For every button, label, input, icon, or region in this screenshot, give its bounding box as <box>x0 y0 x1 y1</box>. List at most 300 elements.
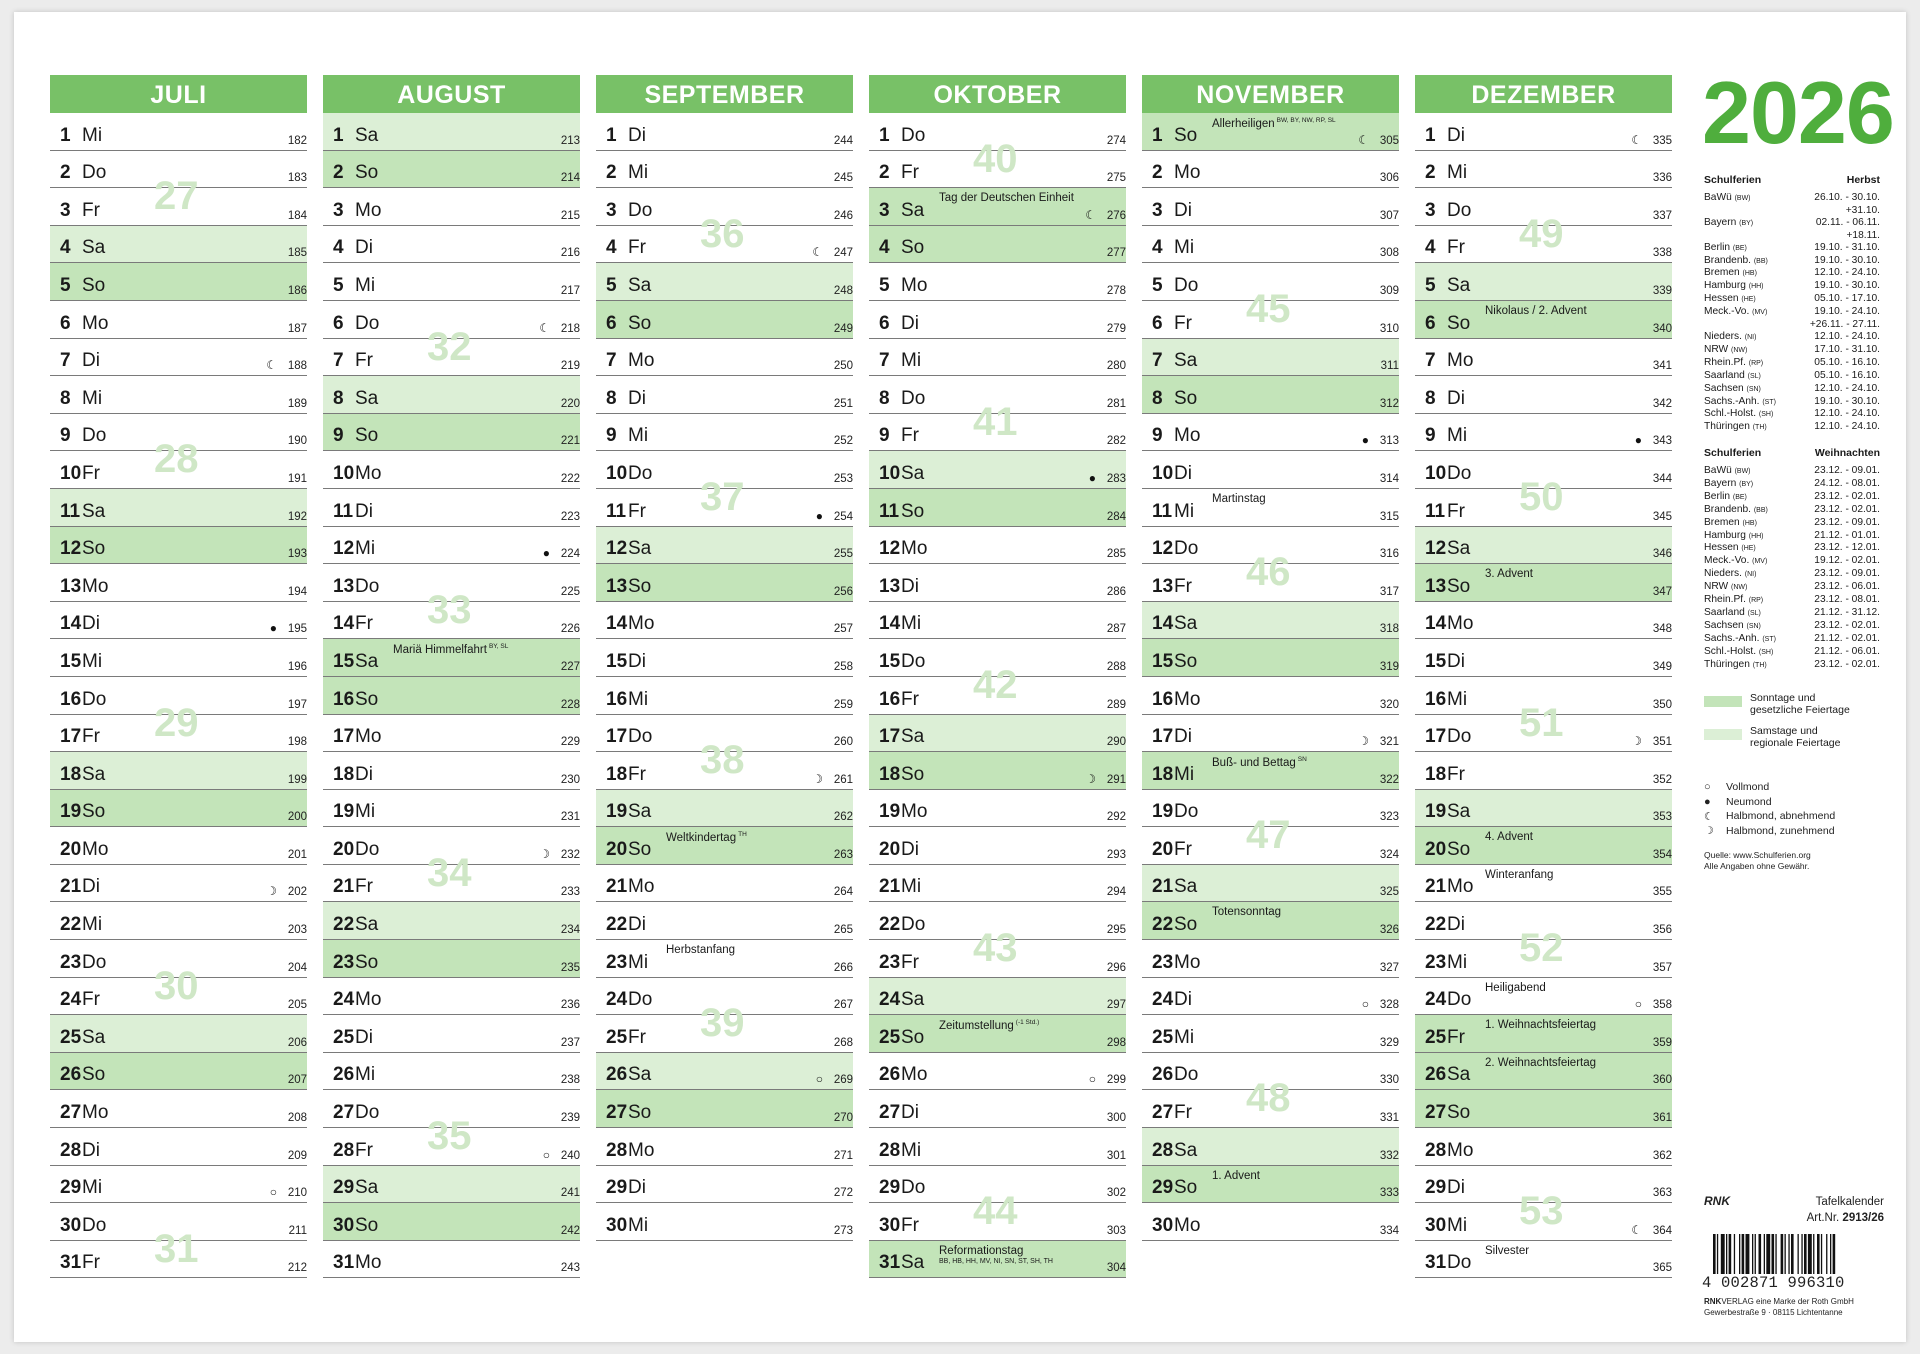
weekday: So <box>82 801 106 823</box>
week-number: 43 <box>973 926 1018 971</box>
weekday: So <box>901 500 925 522</box>
day-number: 28 <box>1425 1139 1447 1161</box>
day-row <box>323 564 580 602</box>
weekday: Fr <box>1174 575 1192 597</box>
holiday-label: Herbstanfang <box>666 944 736 957</box>
day-number: 16 <box>60 688 82 710</box>
weekday: Do <box>355 575 380 597</box>
day-of-year: 310 <box>1379 322 1399 335</box>
day-row <box>50 677 307 715</box>
weekday: Mo <box>82 312 109 334</box>
day-row <box>869 1128 1126 1166</box>
day-of-year: 223 <box>560 510 580 523</box>
school-holiday-row: +31.10. <box>1845 204 1880 216</box>
weekday: Mi <box>628 688 649 710</box>
day-of-year: 252 <box>833 435 853 448</box>
day-of-year: 365 <box>1652 1262 1672 1275</box>
product-info <box>1774 1194 1884 1226</box>
school-holiday-row: Rhein.Pf. (RP) 05.10. - 16.10. <box>1704 356 1880 368</box>
week-number: 27 <box>154 174 199 219</box>
day-row <box>1142 376 1399 414</box>
day-of-year: 234 <box>560 924 580 937</box>
day-of-year: 286 <box>1106 585 1126 598</box>
week-number: 29 <box>154 700 199 745</box>
day-row <box>869 865 1126 903</box>
day-number: 15 <box>879 650 901 672</box>
day-of-year: 270 <box>833 1112 853 1125</box>
day-number: 25 <box>606 1026 628 1048</box>
day-row <box>50 1128 307 1166</box>
week-number: 47 <box>1246 813 1291 858</box>
day-row <box>869 1053 1126 1091</box>
day-row <box>1415 602 1672 640</box>
school-holiday-row: Hamburg (HH) 19.10. - 30.10. <box>1704 280 1880 292</box>
school-holiday-row: Sachs.-Anh. (ST) 21.12. - 02.01. <box>1704 632 1880 644</box>
waning-moon-icon: ☾ <box>266 358 277 373</box>
day-number: 29 <box>1425 1177 1447 1199</box>
day-of-year: 196 <box>287 660 307 673</box>
day-of-year: 250 <box>833 360 853 373</box>
day-of-year: 299 <box>1106 1074 1126 1087</box>
day-number: 14 <box>1152 613 1174 635</box>
day-of-year: 184 <box>287 209 307 222</box>
weekday: Sa <box>901 462 925 484</box>
day-number: 4 <box>60 237 71 259</box>
school-holiday-row: BaWü (BW) 26.10. - 30.10. <box>1704 192 1880 203</box>
weekday: Mi <box>82 914 103 936</box>
day-number: 2 <box>1425 162 1436 184</box>
month-header: AUGUST <box>323 75 580 113</box>
waning-moon-icon: ☾ <box>1704 810 1714 823</box>
weekday: Do <box>1447 462 1472 484</box>
weekday: Do <box>355 312 380 334</box>
school-holiday-row: +18.11. <box>1846 229 1880 241</box>
day-of-year: 321 <box>1379 736 1399 749</box>
day-row <box>50 940 307 978</box>
day-row <box>1142 451 1399 489</box>
waning-moon-icon: ☾ <box>1631 132 1642 147</box>
school-holiday-row: Brandenb. (BB) 23.12. - 02.01. <box>1704 503 1880 515</box>
weekday: Do <box>1174 801 1199 823</box>
weekday: Mi <box>82 1177 103 1199</box>
day-of-year: 193 <box>287 548 307 561</box>
day-row <box>596 715 853 753</box>
day-row <box>596 602 853 640</box>
year-title: 2026 <box>1702 63 1894 162</box>
day-number: 19 <box>1425 801 1447 823</box>
weekday: Mi <box>1447 1214 1468 1236</box>
day-number: 24 <box>606 989 628 1011</box>
weekday: Sa <box>355 124 379 146</box>
day-row <box>1142 639 1399 677</box>
day-row <box>1142 151 1399 189</box>
weekday: Mo <box>628 350 655 372</box>
day-row <box>50 790 307 828</box>
day-of-year: 347 <box>1652 585 1672 598</box>
moon-legend-waning: Halbmond, abnehmend <box>1726 810 1836 823</box>
day-row <box>50 1203 307 1241</box>
day-number: 6 <box>60 312 71 334</box>
weekday: Do <box>901 124 926 146</box>
day-of-year: 364 <box>1652 1224 1672 1237</box>
day-of-year: 325 <box>1379 886 1399 899</box>
day-of-year: 263 <box>833 848 853 861</box>
day-number: 26 <box>1425 1064 1447 1086</box>
day-number: 3 <box>879 199 890 221</box>
week-number: 51 <box>1519 700 1564 745</box>
day-number: 30 <box>1152 1214 1174 1236</box>
day-number: 12 <box>606 538 628 560</box>
day-row <box>1415 188 1672 226</box>
day-of-year: 273 <box>833 1224 853 1237</box>
day-row <box>1415 902 1672 940</box>
weekday: Mi <box>628 425 649 447</box>
weekday: Fr <box>82 199 100 221</box>
weekday: So <box>82 538 106 560</box>
weekday: Mo <box>1174 688 1201 710</box>
day-row <box>596 940 853 978</box>
day-of-year: 185 <box>287 247 307 260</box>
day-row <box>869 1015 1126 1053</box>
weekday: So <box>1447 312 1471 334</box>
day-of-year: 218 <box>560 322 580 335</box>
day-of-year: 246 <box>833 209 853 222</box>
weekday: Di <box>901 575 919 597</box>
day-of-year: 232 <box>560 848 580 861</box>
weekday: Fr <box>82 462 100 484</box>
weekday: Fr <box>628 1026 646 1048</box>
day-number: 7 <box>1425 350 1436 372</box>
day-of-year: 329 <box>1379 1036 1399 1049</box>
day-of-year: 194 <box>287 585 307 598</box>
day-row <box>869 527 1126 565</box>
day-number: 23 <box>606 951 628 973</box>
week-number: 28 <box>154 437 199 482</box>
legend-sunday-label: Sonntage und gesetzliche Feiertage <box>1750 692 1850 716</box>
weekday: Di <box>1447 124 1465 146</box>
day-row <box>1142 602 1399 640</box>
weekday: Do <box>901 914 926 936</box>
day-number: 9 <box>1152 425 1163 447</box>
day-of-year: 280 <box>1106 360 1126 373</box>
weekday: Fr <box>1447 500 1465 522</box>
weekday: Di <box>628 650 646 672</box>
day-row <box>596 376 853 414</box>
day-of-year: 301 <box>1106 1149 1126 1162</box>
weekday: Mi <box>628 162 649 184</box>
day-row <box>1142 752 1399 790</box>
week-number: 34 <box>427 850 472 895</box>
day-of-year: 229 <box>560 736 580 749</box>
day-number: 22 <box>1152 914 1174 936</box>
weekday: Mi <box>1447 425 1468 447</box>
new-moon-icon: ● <box>1704 795 1711 808</box>
weekday: Mi <box>82 650 103 672</box>
day-number: 7 <box>333 350 344 372</box>
day-row <box>869 564 1126 602</box>
day-of-year: 288 <box>1106 660 1126 673</box>
weekday: So <box>901 763 925 785</box>
day-row <box>1142 489 1399 527</box>
day-row <box>1415 151 1672 189</box>
day-number: 5 <box>1425 274 1436 296</box>
day-row <box>596 564 853 602</box>
day-of-year: 192 <box>287 510 307 523</box>
weekday: Di <box>82 1139 100 1161</box>
week-number: 39 <box>700 1001 745 1046</box>
day-row <box>596 865 853 903</box>
day-row <box>596 978 853 1016</box>
day-of-year: 336 <box>1652 172 1672 185</box>
day-of-year: 264 <box>833 886 853 899</box>
day-of-year: 315 <box>1379 510 1399 523</box>
day-row <box>1415 1241 1672 1279</box>
month-november <box>1142 75 1399 1241</box>
day-row <box>869 1241 1126 1279</box>
day-of-year: 361 <box>1652 1112 1672 1125</box>
school-holidays-subtitle: Weihnachten <box>1814 447 1880 459</box>
school-holiday-row: Sachsen (SN) 12.10. - 24.10. <box>1704 382 1880 394</box>
weekday: Di <box>1447 650 1465 672</box>
weekday: Mi <box>628 1214 649 1236</box>
weekday: Sa <box>1174 350 1198 372</box>
day-number: 24 <box>333 989 355 1011</box>
day-of-year: 191 <box>287 472 307 485</box>
weekday: Mo <box>628 1139 655 1161</box>
waxing-moon-icon: ☽ <box>1704 825 1714 838</box>
day-row <box>323 376 580 414</box>
holiday-label: Martinstag <box>1212 492 1266 505</box>
day-number: 12 <box>1425 538 1447 560</box>
week-number: 30 <box>154 963 199 1008</box>
day-of-year: 254 <box>833 510 853 523</box>
weekday: So <box>1174 914 1198 936</box>
day-number: 20 <box>60 838 82 860</box>
day-row <box>596 827 853 865</box>
weekday: So <box>1174 650 1198 672</box>
day-number: 2 <box>879 162 890 184</box>
moon-legend <box>1704 780 1835 838</box>
day-number: 21 <box>606 876 628 898</box>
day-of-year: 257 <box>833 623 853 636</box>
day-of-year: 277 <box>1106 247 1126 260</box>
day-row <box>50 865 307 903</box>
day-number: 26 <box>879 1064 901 1086</box>
school-holiday-row: Meck.-Vo. (MV) 19.12. - 02.01. <box>1704 555 1880 567</box>
day-of-year: 203 <box>287 924 307 937</box>
day-row <box>869 1090 1126 1128</box>
day-number: 18 <box>606 763 628 785</box>
weekday: So <box>628 312 652 334</box>
weekday: Mo <box>355 199 382 221</box>
day-of-year: 239 <box>560 1112 580 1125</box>
weekday: Mo <box>1447 613 1474 635</box>
weekday: Do <box>628 726 653 748</box>
day-row <box>1415 1053 1672 1091</box>
day-number: 29 <box>879 1177 901 1199</box>
day-number: 14 <box>333 613 355 635</box>
weekday: Sa <box>82 500 106 522</box>
day-row <box>50 1090 307 1128</box>
day-of-year: 226 <box>560 623 580 636</box>
day-number: 19 <box>1152 801 1174 823</box>
day-row <box>1142 902 1399 940</box>
holiday-label: 2. Weihnachtsfeiertag <box>1485 1056 1597 1069</box>
day-number: 13 <box>879 575 901 597</box>
weekday: Di <box>628 914 646 936</box>
weekday: Mi <box>628 951 649 973</box>
day-row <box>50 639 307 677</box>
day-of-year: 362 <box>1652 1149 1672 1162</box>
day-of-year: 326 <box>1379 924 1399 937</box>
day-number: 18 <box>879 763 901 785</box>
weekday: Sa <box>355 914 379 936</box>
day-of-year: 267 <box>833 999 853 1012</box>
day-row <box>50 564 307 602</box>
day-row <box>323 1053 580 1091</box>
day-row <box>596 414 853 452</box>
school-holiday-row: Schl.-Holst. (SH) 12.10. - 24.10. <box>1704 408 1880 420</box>
day-number: 6 <box>333 312 344 334</box>
day-number: 8 <box>606 387 617 409</box>
day-number: 5 <box>606 274 617 296</box>
day-row <box>869 489 1126 527</box>
day-number: 30 <box>1425 1214 1447 1236</box>
holiday-label: Winteranfang <box>1485 868 1554 881</box>
day-row <box>869 188 1126 226</box>
weekday: Di <box>1447 1177 1465 1199</box>
day-number: 13 <box>60 575 82 597</box>
day-row <box>1415 1128 1672 1166</box>
day-number: 10 <box>879 462 901 484</box>
day-number: 18 <box>333 763 355 785</box>
day-of-year: 349 <box>1652 660 1672 673</box>
weekday: Di <box>1447 914 1465 936</box>
day-number: 5 <box>879 274 890 296</box>
weekday: Sa <box>628 274 652 296</box>
month-september <box>596 75 853 1241</box>
month-dezember <box>1415 75 1672 1278</box>
day-number: 27 <box>333 1102 355 1124</box>
day-row <box>1142 188 1399 226</box>
day-number: 7 <box>60 350 71 372</box>
school-holidays-title: Schulferien <box>1704 447 1762 459</box>
school-holidays-autumn <box>1704 174 1880 434</box>
day-number: 14 <box>60 613 82 635</box>
day-row <box>596 1203 853 1241</box>
weekday: Mo <box>901 274 928 296</box>
weekday: So <box>1447 1102 1471 1124</box>
weekday: Do <box>355 838 380 860</box>
day-of-year: 356 <box>1652 924 1672 937</box>
day-of-year: 201 <box>287 848 307 861</box>
week-number: 45 <box>1246 286 1291 331</box>
full-moon-icon: ○ <box>815 1072 823 1087</box>
day-row <box>323 1090 580 1128</box>
month-header: OKTOBER <box>869 75 1126 113</box>
day-of-year: 350 <box>1652 698 1672 711</box>
day-number: 20 <box>879 838 901 860</box>
day-of-year: 208 <box>287 1112 307 1125</box>
day-of-year: 353 <box>1652 811 1672 824</box>
day-number: 10 <box>1152 462 1174 484</box>
day-row <box>596 639 853 677</box>
weekday: Fr <box>628 500 646 522</box>
day-number: 27 <box>1152 1102 1174 1124</box>
calendar-sheet <box>14 12 1906 1342</box>
article-number: Art.Nr. 2913/26 <box>1806 1212 1884 1224</box>
day-number: 5 <box>1152 274 1163 296</box>
day-number: 19 <box>333 801 355 823</box>
day-of-year: 346 <box>1652 548 1672 561</box>
day-number: 27 <box>60 1102 82 1124</box>
day-number: 11 <box>1152 500 1173 522</box>
weekday: Sa <box>355 650 379 672</box>
day-number: 10 <box>1425 462 1447 484</box>
day-of-year: 221 <box>560 435 580 448</box>
day-of-year: 272 <box>833 1187 853 1200</box>
day-of-year: 345 <box>1652 510 1672 523</box>
day-of-year: 276 <box>1106 209 1126 222</box>
day-row <box>323 301 580 339</box>
weekday: Mo <box>1447 1139 1474 1161</box>
day-of-year: 247 <box>833 247 853 260</box>
day-number: 23 <box>333 951 355 973</box>
month-oktober <box>869 75 1126 1278</box>
week-number: 48 <box>1246 1076 1291 1121</box>
full-moon-icon: ○ <box>1361 997 1369 1012</box>
day-of-year: 235 <box>560 961 580 974</box>
day-number: 17 <box>60 726 82 748</box>
day-number: 6 <box>1152 312 1163 334</box>
day-number: 4 <box>606 237 617 259</box>
day-of-year: 355 <box>1652 886 1672 899</box>
day-number: 6 <box>879 312 890 334</box>
day-of-year: 320 <box>1379 698 1399 711</box>
day-number: 9 <box>333 425 344 447</box>
day-number: 17 <box>1152 726 1174 748</box>
day-row <box>1142 1128 1399 1166</box>
day-of-year: 323 <box>1379 811 1399 824</box>
day-of-year: 189 <box>287 397 307 410</box>
day-of-year: 324 <box>1379 848 1399 861</box>
day-number: 11 <box>333 500 354 522</box>
day-row <box>323 188 580 226</box>
day-row <box>50 113 307 151</box>
brand-logo: RNK <box>1704 1194 1730 1208</box>
month-header: NOVEMBER <box>1142 75 1399 113</box>
day-of-year: 303 <box>1106 1224 1126 1237</box>
weekday: Mo <box>901 1064 928 1086</box>
weekday: Fr <box>901 951 919 973</box>
day-number: 16 <box>333 688 355 710</box>
day-number: 13 <box>333 575 355 597</box>
day-number: 21 <box>60 876 82 898</box>
day-of-year: 300 <box>1106 1112 1126 1125</box>
day-number: 19 <box>879 801 901 823</box>
weekday: Fr <box>82 989 100 1011</box>
weekday: So <box>355 1214 379 1236</box>
day-number: 30 <box>879 1214 901 1236</box>
day-row <box>50 902 307 940</box>
school-holiday-row: NRW (NW) 17.10. - 31.10. <box>1704 343 1880 355</box>
day-row <box>1415 827 1672 865</box>
weekday: So <box>628 1102 652 1124</box>
day-number: 24 <box>1152 989 1174 1011</box>
day-number: 7 <box>1152 350 1163 372</box>
legend-sunday-swatch <box>1704 696 1742 707</box>
weekday: Mi <box>82 124 103 146</box>
